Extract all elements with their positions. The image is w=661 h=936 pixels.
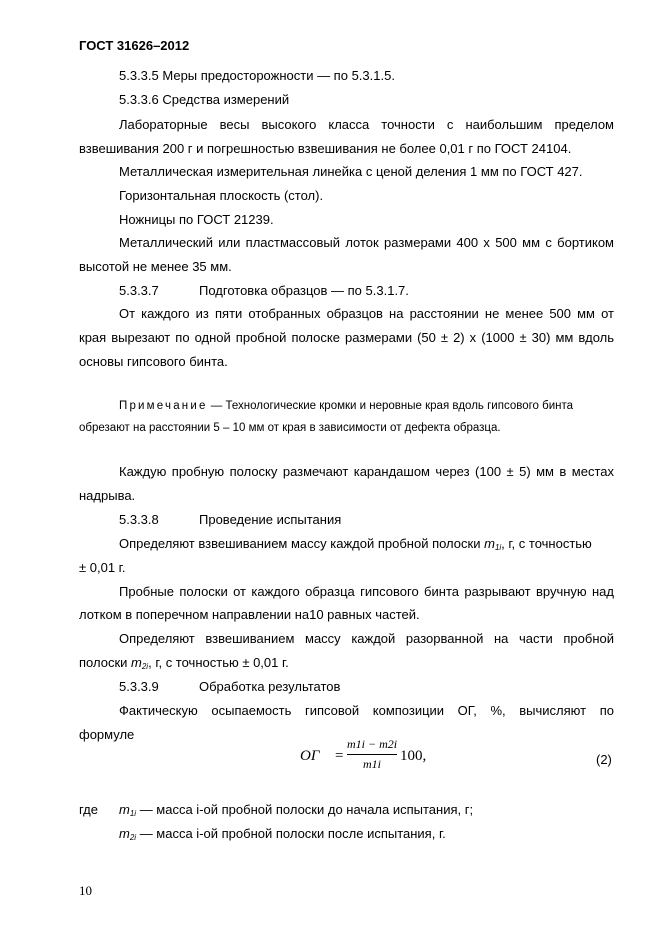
formula-numerator: m1i − m2i [347, 737, 398, 751]
where-definition: — масса i-ой пробной полоски до начала испытания, г; [136, 802, 474, 817]
paragraph-line: ± 0,01 г. [79, 560, 126, 575]
clause-5-3-3-5: 5.3.3.5 Меры предосторожности — по 5.3.1.5. [119, 68, 395, 83]
text-span: Определяют взвешиванием массу каждой пробной полоски [119, 536, 485, 551]
text-span: , г, с точностью [501, 536, 592, 551]
paragraph-line: надрыва. [79, 488, 136, 503]
variable-subscript: 1i [129, 809, 137, 818]
clause-number: 5.3.3.9 [119, 679, 159, 694]
paragraph-line [79, 655, 614, 675]
paragraph-line: Определяют взвешиванием массу каждой разорванной на части пробной [119, 631, 614, 646]
formula-denominator: m1i [363, 757, 381, 771]
clause-number: 5.3.3.8 [119, 512, 159, 527]
paragraph-line: Лабораторные весы высокого класса точности с наибольшим пределом [119, 117, 614, 132]
paragraph-line: Металлический или пластмассовый лоток размерами 400 х 500 мм с бортиком [119, 235, 614, 250]
clause-title: Проведение испытания [199, 512, 342, 527]
paragraph-line: Металлическая измерительная линейка с ценой деления 1 мм по ГОСТ 427. [119, 164, 583, 179]
variable-subscript: 2i [141, 662, 149, 671]
paragraph-line: взвешивания 200 г и погрешностью взвешивания не более 0,01 г по ГОСТ 24104. [79, 141, 572, 156]
variable-m: m [119, 826, 130, 841]
paragraph-line: Пробные полоски от каждого образца гипсового бинта разрывают вручную над [119, 584, 614, 599]
paragraph-line: Горизонтальная плоскость (стол). [119, 188, 324, 203]
variable-m: m [484, 536, 495, 551]
note-text: — Технологические кромки и неровные края вдоль гипсового бинта [207, 400, 574, 412]
clause-title: Обработка результатов [199, 679, 341, 694]
text-span: , г, с точностью ± 0,01 г. [148, 655, 289, 670]
variable-m: m [131, 655, 142, 670]
where-line-1 [79, 802, 614, 822]
note-line [119, 398, 614, 414]
paragraph-line: высотой не менее 35 мм. [79, 259, 232, 274]
equation-number: (2) [596, 752, 612, 767]
where-label: где [79, 802, 98, 817]
where-line-2 [119, 826, 654, 846]
formula-fraction [347, 737, 397, 772]
clause-number: 5.3.3.7 [119, 283, 159, 298]
standard-header: ГОСТ 31626–2012 [79, 38, 190, 53]
clause-5-3-3-8 [119, 512, 614, 528]
paragraph-line [119, 536, 614, 556]
paragraph-line: формуле [79, 727, 135, 742]
page-number: 10 [79, 883, 92, 898]
formula-coefficient: 100, [400, 748, 427, 764]
where-definition: — масса i-ой пробной полоски после испытания, г. [136, 826, 446, 841]
variable-m: m [119, 802, 130, 817]
clause-title: Подготовка образцов — по 5.3.1.7. [199, 283, 409, 298]
note-line: обрезают на расстоянии 5 – 10 мм от края в зависимости от дефекта образца. [79, 422, 501, 434]
clause-5-3-3-9 [119, 679, 614, 695]
paragraph-line: Ножницы по ГОСТ 21239. [119, 212, 274, 227]
clause-5-3-3-6: 5.3.3.6 Средства измерений [119, 92, 290, 107]
clause-5-3-3-7 [119, 283, 614, 299]
variable-subscript: 2i [129, 833, 137, 842]
variable-subscript: 1i [494, 543, 502, 552]
formula-equals: = [335, 748, 344, 764]
paragraph-line: Фактическую осыпаемость гипсовой композиции ОГ, %, вычисляют по [119, 703, 614, 718]
paragraph-line: основы гипсового бинта. [79, 354, 228, 369]
text-span: полоски [79, 655, 132, 670]
paragraph-line: лотком в поперечном направлении на10 равных частей. [79, 607, 420, 622]
fraction-bar [347, 754, 397, 755]
paragraph-line: От каждого из пяти отобранных образцов на расстоянии не менее 500 мм от [119, 306, 614, 321]
paragraph-line: края вырезают по одной пробной полоске размерами (50 ± 2) х (1000 ± 30) мм вдоль [79, 330, 614, 345]
paragraph-line: Каждую пробную полоску размечают карандашом через (100 ± 5) мм в местах [119, 464, 614, 479]
note-label: Примечание [119, 400, 208, 412]
formula-lhs: ОГ [300, 748, 320, 764]
